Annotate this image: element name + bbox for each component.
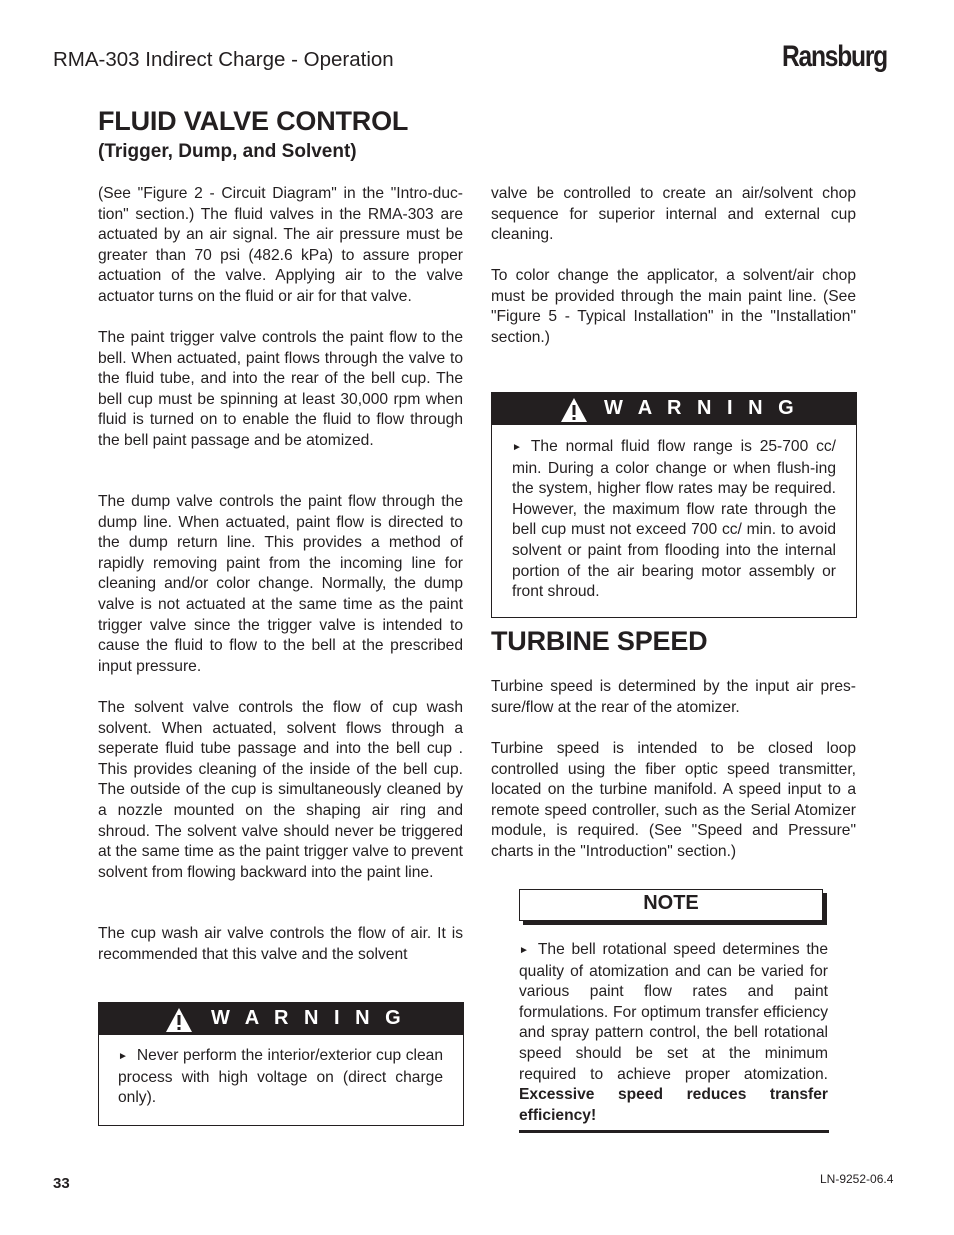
note-header-box <box>519 889 823 921</box>
bullet-arrow-icon: ► <box>512 442 522 453</box>
paragraph-solvent-valve: The solvent valve controls the flow of cup wash solvent. When actuated, solvent flows through a seperate fluid tube passage and into the bell cup . This provides cleaning of the inside of the bell cup. The outside of the cup is simultaneously cleaned by a nozzle mounted on the shaping air ring and shroud. The solvent valve should never be triggered at the same time as the paint trigger valve to prevent solvent from flowing backward into the paint line. <box>98 699 463 881</box>
warning-label: W A R N I N G <box>211 1007 406 1029</box>
paragraph-turbine-closed-loop: Turbine speed is intended to be closed loop controlled using the fiber optic speed transmitter, located on the turbine manifold. A speed input to a remote speed controller, such as the Serial Atomizer module, is required. (See "Speed and Pressure" charts in the "Introduction" section.) <box>491 740 856 860</box>
warning-triangle-icon <box>560 397 588 423</box>
warning-text: ► The normal fluid flow range is 25-700 cc/ min. During a color change or when flush-ing the system, higher flow rates may be required. However, the maximum flow rate through the bell cup must not exceed 700 cc/ min. to avoid solvent or paint from flooding into the internal portion of the air bearing motor assembly or front shroud. <box>512 438 836 601</box>
note-emphasis: Excessive speed reduces transfer efficiency! <box>519 1086 828 1124</box>
paragraph-intro: (See "Figure 2 - Circuit Diagram" in the "Intro-duc-tion" section.) The fluid valves in the RMA-303 are actuated by an air signal. The air pressure must be greater than 70 psi (482.6 kPa) to assure proper actuation of the valve. Applying air to the valve actuator turns on the fluid or air for that valve. <box>98 185 463 305</box>
section-heading-fluid-valve-control: FLUID VALVE CONTROL <box>98 106 409 136</box>
paragraph-dump-valve: The dump valve controls the paint flow through the dump line. When actuated, paint flow is directed to the dump return line. This provides a method of rapidly removing paint from the incoming line for cleaning and/or color change. Normally, the dump valve is not actuated at the same time as the paint trigger valve since the trigger valve is intended to cause the fluid to flow to the bell at the prescribed input pressure. <box>98 493 463 675</box>
paragraph-turbine-input: Turbine speed is determined by the input air pres-sure/flow at the rear of the atomizer. <box>491 678 856 716</box>
warning-box-high-voltage <box>98 1002 464 1126</box>
warning-label: W A R N I N G <box>604 397 799 419</box>
paragraph-color-change: To color change the applicator, a solvent/air chop must be provided through the main paint line. (See "Figure 5 - Typical Installation" in the "Installation" section.) <box>491 267 856 346</box>
note-label: NOTE <box>643 892 699 914</box>
paragraph-cup-wash-air: The cup wash air valve controls the flow of air. It is recommended that this valve and the solvent <box>98 925 463 963</box>
bullet-arrow-icon: ► <box>519 945 529 956</box>
page-number: 33 <box>53 1175 70 1192</box>
warning-triangle-icon <box>165 1007 193 1033</box>
note-text: ► The bell rotational speed determines the quality of atomization and can be varied for various paint flow rates and paint formulations. For optimum transfer efficiency and spray pattern control, the bell rotational speed should be set at the minimum required to achieve proper atomization. Excessive speed reduces transfer efficiency! <box>519 941 828 1124</box>
warning-header <box>99 1003 463 1035</box>
section-heading-turbine-speed: TURBINE SPEED <box>491 626 708 656</box>
warning-header <box>492 393 856 425</box>
brand-logo: Ransburg <box>782 40 887 73</box>
paragraph-chop-sequence: valve be controlled to create an air/solvent chop sequence for superior internal and external cup cleaning. <box>491 185 856 244</box>
warning-box-flow-rate <box>491 392 857 618</box>
section-subheading: (Trigger, Dump, and Solvent) <box>98 141 357 162</box>
bullet-arrow-icon: ► <box>118 1051 128 1062</box>
running-header-title: RMA-303 Indirect Charge - Operation <box>53 48 394 71</box>
note-bottom-rule <box>519 1130 829 1133</box>
paragraph-trigger-valve: The paint trigger valve controls the paint flow to the bell. When actuated, paint flows through the valve to the fluid tube, and into the rear of the bell cup. The bell cup must be spinning at least 30,000 rpm when fluid is turned on to enable the fluid to flow through the bell paint passage and be atomized. <box>98 329 463 449</box>
document-code: LN-9252-06.4 <box>820 1172 894 1186</box>
warning-text: ► Never perform the interior/exterior cup clean process with high voltage on (direct charge only). <box>118 1047 443 1107</box>
